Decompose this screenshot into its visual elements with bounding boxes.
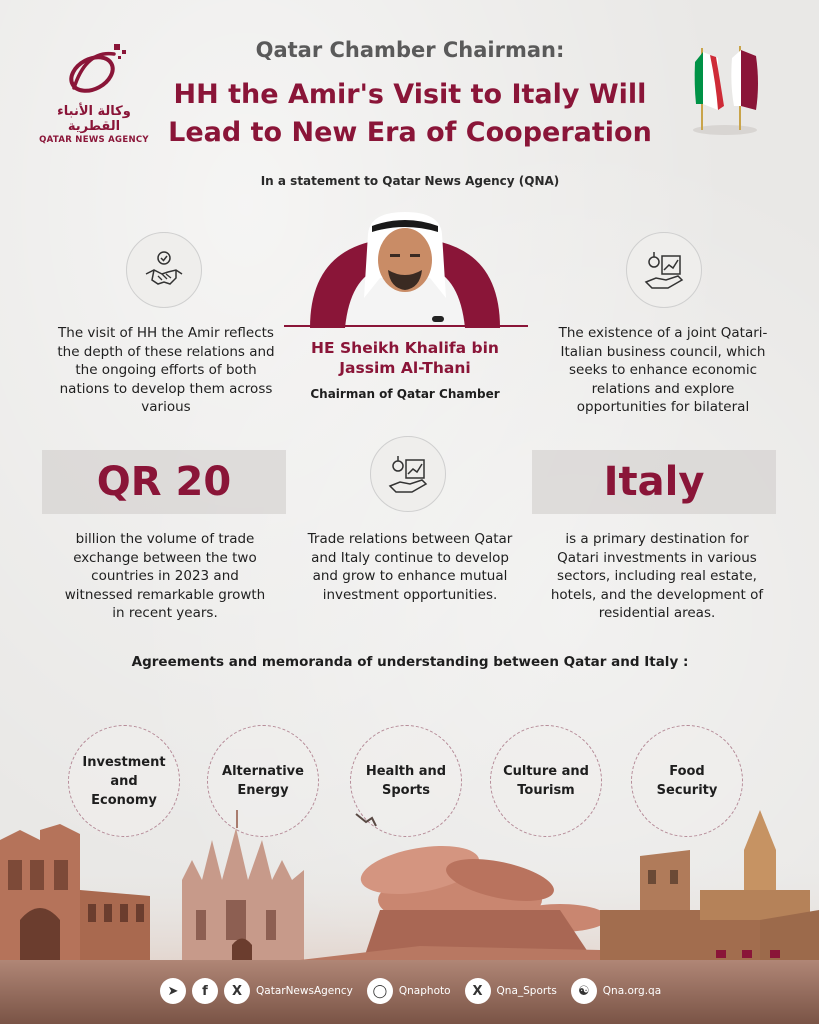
- social-footer: [160, 974, 660, 1008]
- topic-line: Investment: [82, 754, 166, 770]
- person-name-line-2: Jassim Al-Thani: [339, 359, 471, 377]
- handshake-icon-circle: [126, 232, 202, 308]
- investment-chart-icon-circle: [370, 436, 446, 512]
- flags: [690, 44, 760, 140]
- person-portrait: [310, 208, 500, 328]
- person-title: Chairman of Qatar Chamber: [310, 387, 500, 401]
- facebook-icon[interactable]: f: [192, 978, 218, 1004]
- point-right: The existence of a joint Qatari-Italian business council, which seeks to enhance economic relations and explore opportunities for bilateral: [558, 325, 768, 415]
- handle-qna[interactable]: QatarNewsAgency: [256, 985, 353, 997]
- topic-line: Alternative: [222, 764, 304, 779]
- trade-value: QR 20: [96, 459, 232, 505]
- topic-line: Economy: [91, 792, 157, 808]
- trade-text: billion the volume of trade exchange between the two countries in 2023 and witnessed remarkable growth in recent years.: [64, 531, 266, 621]
- investment-chart-icon: [386, 452, 430, 496]
- headline-line-1: HH the Amir's Visit to Italy Will: [173, 79, 647, 110]
- x-icon[interactable]: X: [224, 978, 250, 1004]
- person-name: [300, 338, 510, 378]
- qna-logo: [38, 40, 150, 145]
- topic-line: Culture and: [503, 764, 589, 779]
- point-left: The visit of HH the Amir reflects the depth of these relations and the ongoing efforts of both nations to develop them across various: [57, 325, 275, 415]
- source-line: In a statement to Qatar News Agency (QNA): [260, 174, 560, 188]
- growth-chart-icon: [642, 248, 686, 292]
- website-link[interactable]: Qna.org.qa: [602, 985, 662, 997]
- topic-line: Tourism: [517, 783, 575, 798]
- handle-qna-sports[interactable]: Qna_Sports: [496, 985, 557, 997]
- topic-line: Health and: [365, 764, 447, 779]
- headline: [150, 76, 670, 152]
- headline-line-2: Lead to New Era of Cooperation: [168, 117, 652, 148]
- instagram-icon[interactable]: ◯: [367, 978, 393, 1004]
- portrait-image: [310, 208, 500, 328]
- italy-value: Italy: [603, 459, 705, 505]
- handshake-icon: [142, 248, 186, 292]
- topic-line: Energy: [237, 783, 289, 798]
- trade-value-band: [42, 450, 286, 514]
- globe-icon[interactable]: ☯: [571, 978, 597, 1004]
- x-icon[interactable]: X: [465, 978, 491, 1004]
- agreements-heading: Agreements and memoranda of understanding between Qatar and Italy :: [131, 654, 689, 670]
- person-name-line-1: HE Sheikh Khalifa bin: [311, 339, 499, 357]
- center-text: Trade relations between Qatar and Italy continue to develop and grow to enhance mutual investment opportunities.: [307, 531, 513, 603]
- telegram-icon[interactable]: ➤: [160, 978, 186, 1004]
- topic-line: and: [110, 773, 138, 789]
- handle-qnaphoto[interactable]: Qnaphoto: [398, 985, 451, 997]
- topic-line: Security: [656, 783, 718, 798]
- logo-english-text: QATAR NEWS AGENCY: [39, 135, 149, 145]
- logo-arabic-text: وكالة الأنباء القطرية: [57, 104, 131, 134]
- topic-line: Sports: [382, 783, 430, 798]
- italy-value-band: [532, 450, 776, 514]
- qna-logo-mark-icon: [56, 40, 132, 100]
- topic-line: Food: [669, 764, 705, 779]
- italy-text: is a primary destination for Qatari investments in various sectors, including real estate, hotels, and the development of residential areas.: [550, 531, 764, 621]
- growth-chart-icon-circle: [626, 232, 702, 308]
- kicker-title: Qatar Chamber Chairman:: [255, 38, 565, 62]
- italy-qatar-flags-icon: [690, 44, 760, 140]
- portrait-divider: [284, 325, 528, 327]
